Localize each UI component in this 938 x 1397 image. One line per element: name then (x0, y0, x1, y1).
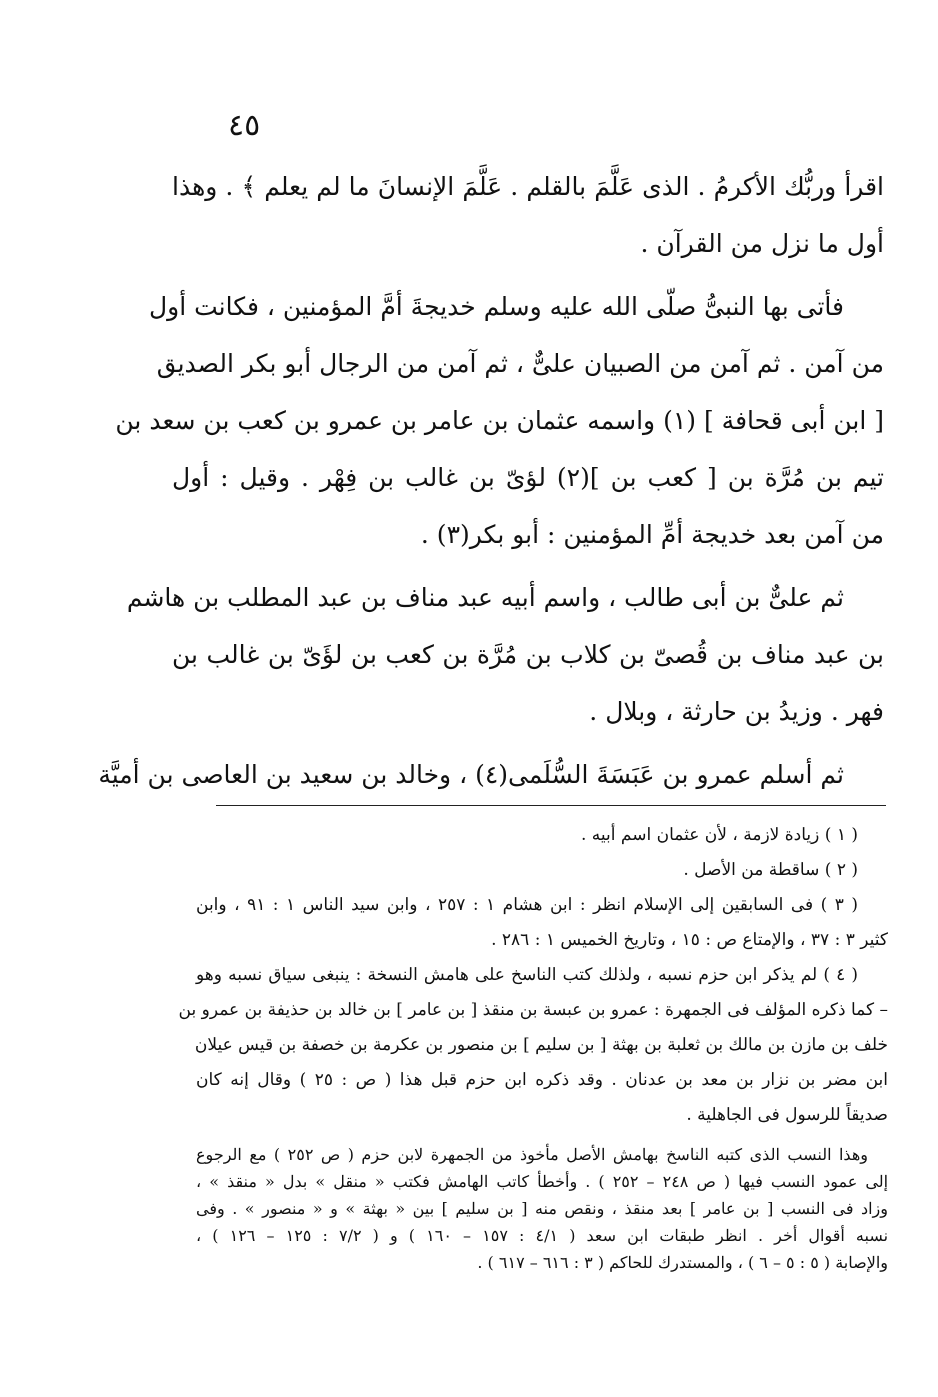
text-line: [ ابن أبى قحافة ] (١) واسمه عثمان بن عامر بن عمرو بن كعب بن سعد بن (115, 406, 884, 435)
text-line: اقرأ وربُّك الأكرمُ . الذى عَلَّمَ بالقلم . عَلَّمَ الإنسانَ ما لم يعلم ﴾ . وهذا (172, 172, 884, 201)
footnote-line: – كما ذكره المؤلف فى الجمهرة : عمرو بن عبسة بن منقذ [ بن عامر ] بن خالد بن حذيفة بن عمرو بن (178, 1000, 888, 1020)
footnote-note-line: وهذا النسب الذى كتبه الناسخ بهامش الأصل مأخوذ من الجمهرة لابن حزم ( ص ٢٥٢ ) مع الرجوع (196, 1145, 868, 1164)
text-line: فأتى بها النبىُّ صلّى الله عليه وسلم خديجةَ أمَّ المؤمنين ، فكانت أول (148, 292, 844, 321)
footnote-note-line: نسبه أقوال أخر . انظر طبقات ابن سعد ( ٤/١ : ١٥٧ – ١٦٠ ) و ( ٧/٢ : ١٢٥ – ١٢٦ ) ، (196, 1226, 889, 1245)
footnote-note-line: والإصابة ( ٥ : ٥ – ٦ ) ، والمستدرك للحاكم ( ٣ : ٦١٦ – ٦١٧ ) . (477, 1253, 888, 1272)
text-line: من آمن بعد خديجة أمِّ المؤمنين : أبو بكر(٣) . (420, 520, 884, 549)
footnote-line: خلف بن مازن بن مالك بن ثعلبة بن بهثة [ بن سليم ] بن منصور بن عكرمة بن خصفة بن قيس عيلان (194, 1035, 888, 1055)
footnote-note-line: إلى عمود النسب فيها ( ص ٢٤٨ – ٢٥٢ ) . وأخطأ كاتب الهامش فكتب « منقل » بدل « منقذ » ، (196, 1172, 889, 1191)
text-line: ثم أسلم عمرو بن عَبَسَةَ السُّلَمى(٤) ، وخالد بن سعيد بن العاصى بن أميَّة (98, 760, 844, 789)
text-line: تيم بن مُرَّة بن [ كعب بن ](٢) لؤىّ بن غالب بن فِهْر . وقيل : أول (172, 463, 884, 492)
text-line: أول ما نزل من القرآن . (640, 229, 884, 258)
footnote-line: صديقاً للرسول فى الجاهلية . (686, 1105, 888, 1125)
footnotes (178, 818, 889, 1276)
text-line: من آمن . ثم آمن من الصبيان علىٌّ ، ثم آمن من الرجال أبو بكر الصديق (156, 349, 884, 378)
footnote-divider (216, 805, 886, 806)
footnote-line: ابن مضر بن نزار بن معد بن عدنان . وقد ذكره ابن حزم قبل هذا ( ص : ٢٥ ) وقال إنه كان (196, 1070, 888, 1090)
footnote-line: كثير ٣ : ٣٧ ، والإمتاع ص : ١٥ ، وتاريخ الخميس ١ : ٢٨٦ . (491, 930, 888, 950)
text-line: ثم علىٌّ بن أبى طالب ، واسم أبيه عبد مناف بن عبد المطلب بن هاشم (126, 583, 844, 612)
footnote-line: ( ٤ ) لم يذكر ابن حزم نسبه ، ولذلك كتب الناسخ على هامش النسخة : ينبغى سياق نسبه وهو (196, 965, 858, 985)
text-line: بن عبد مناف بن قُصىّ بن كلاب بن مُرَّة بن كعب بن لؤَىّ بن غالب بن (172, 640, 884, 669)
main-text (98, 158, 884, 803)
footnote-line: ( ١ ) زيادة لازمة ، لأن عثمان اسم أبيه . (581, 825, 858, 845)
text-line: فهر . وزيدُ بن حارثة ، وبلال . (589, 697, 884, 726)
footnote-line: ( ٢ ) ساقطة من الأصل . (683, 860, 858, 880)
footnote-note-line: وزاد فى النسب [ بن عامر ] بعد منقذ ، ونقص منه [ بن سليم ] بين « بهثة » و « منصور » . وفى (196, 1199, 888, 1218)
footnote-line: ( ٣ ) فى السابقين إلى الإسلام انظر : ابن هشام ١ : ٢٥٧ ، وابن سيد الناس ١ : ٩١ ، وابن (196, 895, 858, 915)
page-number: ٤٥ (228, 108, 261, 143)
